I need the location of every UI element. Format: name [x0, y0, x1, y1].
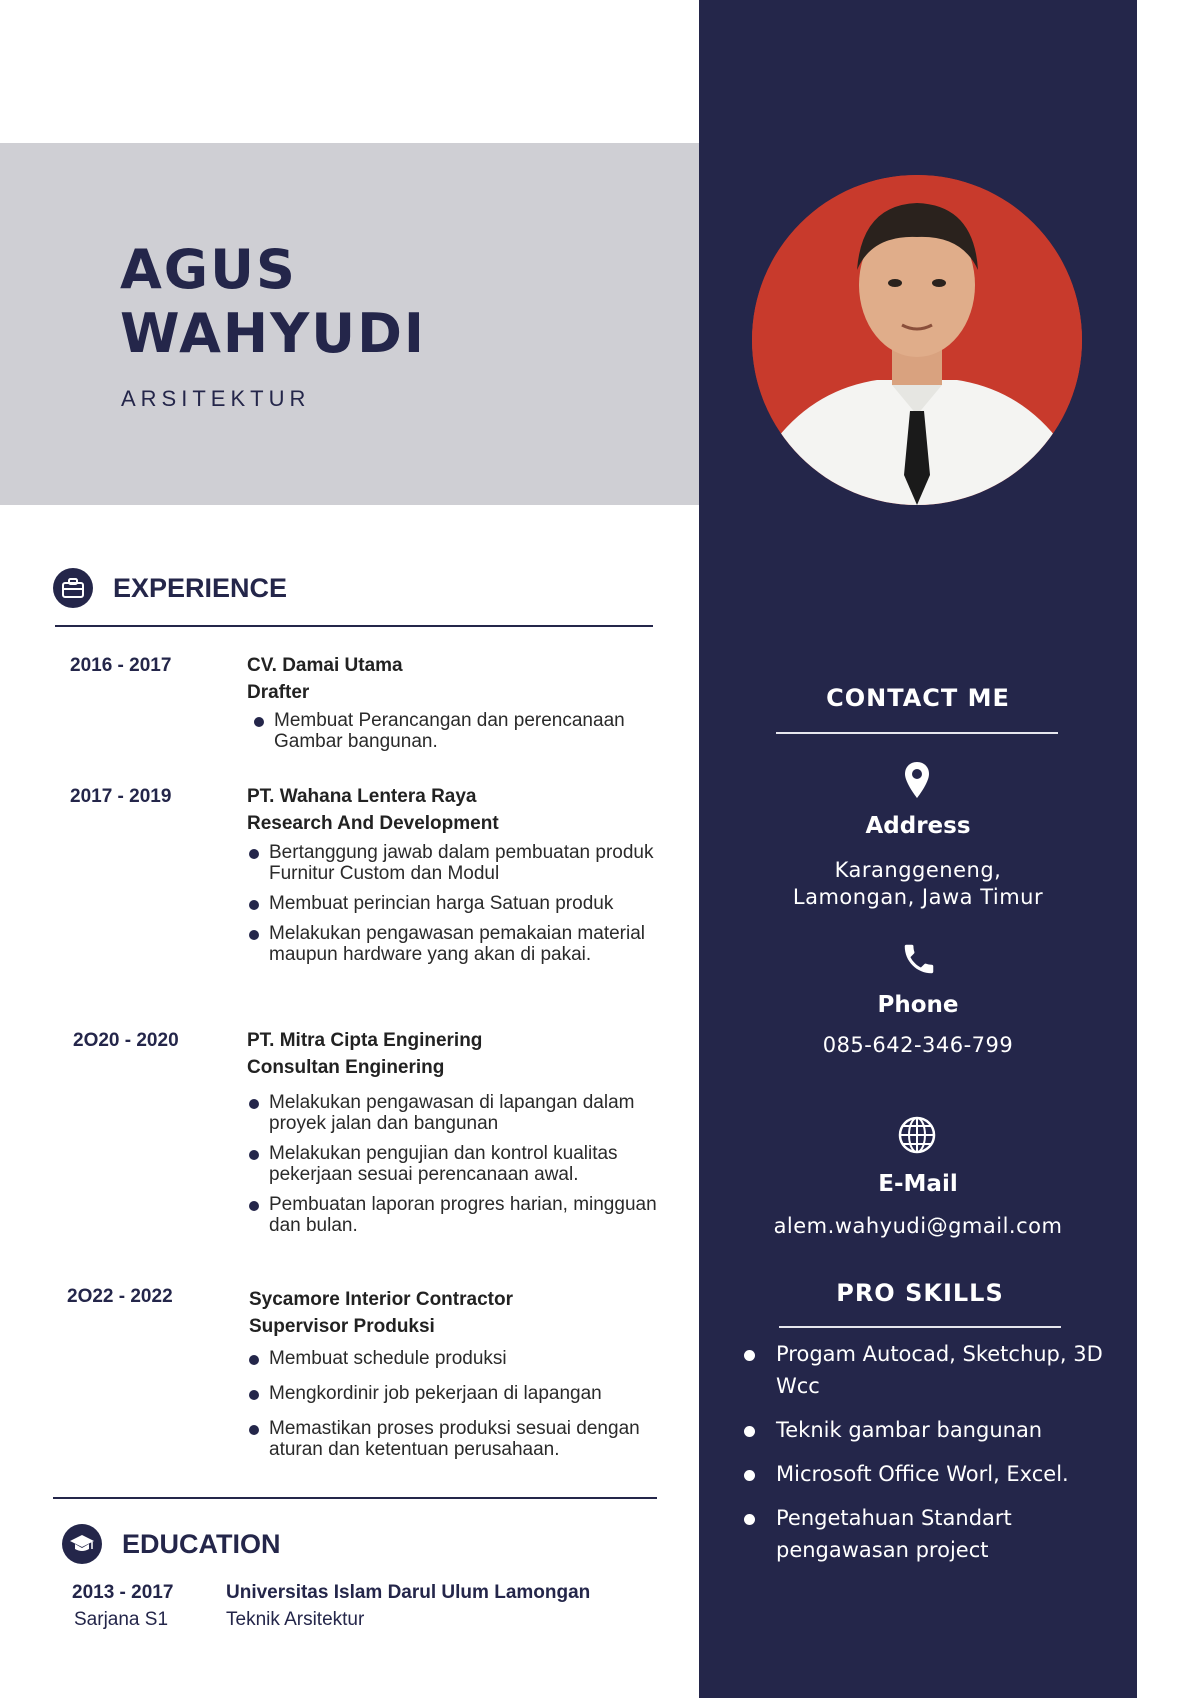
phone-value: 085-642-346-799 [822, 1033, 1014, 1057]
job-duty: Membuat Perancangan dan perencanaan Gambar bangunan. [252, 710, 672, 752]
skill-item: Progam Autocad, Sketchup, 3D Wcc [740, 1338, 1120, 1402]
phone-icon [900, 940, 938, 978]
skill-item: Teknik gambar bangunan [740, 1414, 1120, 1446]
job-duties [252, 710, 672, 761]
experience-divider [55, 625, 653, 627]
location-pin-icon [903, 760, 931, 800]
first-name: AGUS [120, 238, 297, 301]
job-duty: Membuat perincian harga Satuan produk [247, 893, 667, 914]
job-position: Consultan Enginering [247, 1057, 445, 1078]
job-years: 2017 - 2019 [70, 786, 172, 807]
job-company: PT. Wahana Lentera Raya [247, 786, 477, 807]
contact-divider [776, 732, 1058, 734]
job-duty: Mengkordinir job pekerjaan di lapangan [247, 1383, 697, 1404]
briefcase-icon [53, 568, 93, 608]
job-years: 2016 - 2017 [70, 655, 172, 676]
education-title: EDUCATION [122, 1528, 281, 1559]
job-duty: Bertanggung jawab dalam pembuatan produk Furnitur Custom dan Modul [247, 842, 667, 884]
skills-divider [779, 1326, 1061, 1328]
profile-photo [752, 175, 1082, 505]
graduation-cap-icon [62, 1524, 102, 1564]
job-duty: Pembuatan laporan progres harian, mingguan dan bulan. [247, 1194, 667, 1236]
skills-list [740, 1338, 1120, 1578]
education-header [62, 1524, 281, 1564]
job-duty: Memastikan proses produksi sesuai dengan aturan dan ketentuan perusahaan. [247, 1418, 697, 1460]
portrait-illustration [752, 175, 1082, 505]
globe-icon [897, 1115, 937, 1155]
job-duty: Melakukan pengawasan pemakaian material maupun hardware yang akan di pakai. [247, 923, 667, 965]
candidate-role: ARSITEKTUR [121, 386, 311, 411]
education-major: Teknik Arsitektur [226, 1609, 365, 1630]
contact-title: CONTACT ME [826, 684, 1010, 712]
last-name: WAHYUDI [120, 302, 426, 365]
education-divider [53, 1497, 657, 1499]
job-duty: Melakukan pengawasan di lapangan dalam proyek jalan dan bangunan [247, 1092, 667, 1134]
job-duty: Membuat schedule produksi [247, 1348, 697, 1369]
phone-label: Phone [877, 992, 959, 1018]
job-years: 2O22 - 2022 [67, 1286, 173, 1307]
skill-item: Microsoft Office Worl, Excel. [740, 1458, 1120, 1490]
job-years: 2O20 - 2020 [73, 1030, 179, 1051]
experience-header [53, 568, 287, 608]
skill-item: Pengetahuan Standart pengawasan project [740, 1502, 1120, 1566]
job-company: Sycamore Interior Contractor [249, 1289, 513, 1310]
address-label: Address [865, 813, 971, 839]
job-company: PT. Mitra Cipta Enginering [247, 1030, 483, 1051]
job-duties [247, 1092, 667, 1245]
skills-title: PRO SKILLS [836, 1279, 1004, 1307]
job-position: Research And Development [247, 813, 499, 834]
candidate-name [120, 238, 426, 366]
education-degree: Sarjana S1 [74, 1609, 169, 1630]
address-value: Karanggeneng, Lamongan, Jawa Timur [792, 858, 1044, 909]
job-duty: Melakukan pengujian dan kontrol kualitas pekerjaan sesuai perencanaan awal. [247, 1143, 667, 1185]
email-value[interactable]: alem.wahyudi@gmail.com [773, 1214, 1063, 1238]
experience-title: EXPERIENCE [113, 572, 288, 603]
job-position: Supervisor Produksi [249, 1316, 435, 1337]
education-years: 2013 - 2017 [72, 1582, 174, 1603]
education-university: Universitas Islam Darul Ulum Lamongan [226, 1582, 591, 1603]
job-duties [247, 1348, 697, 1469]
job-company: CV. Damai Utama [247, 655, 403, 676]
email-label: E-Mail [878, 1171, 958, 1197]
job-duties [247, 842, 667, 974]
job-position: Drafter [247, 682, 310, 703]
